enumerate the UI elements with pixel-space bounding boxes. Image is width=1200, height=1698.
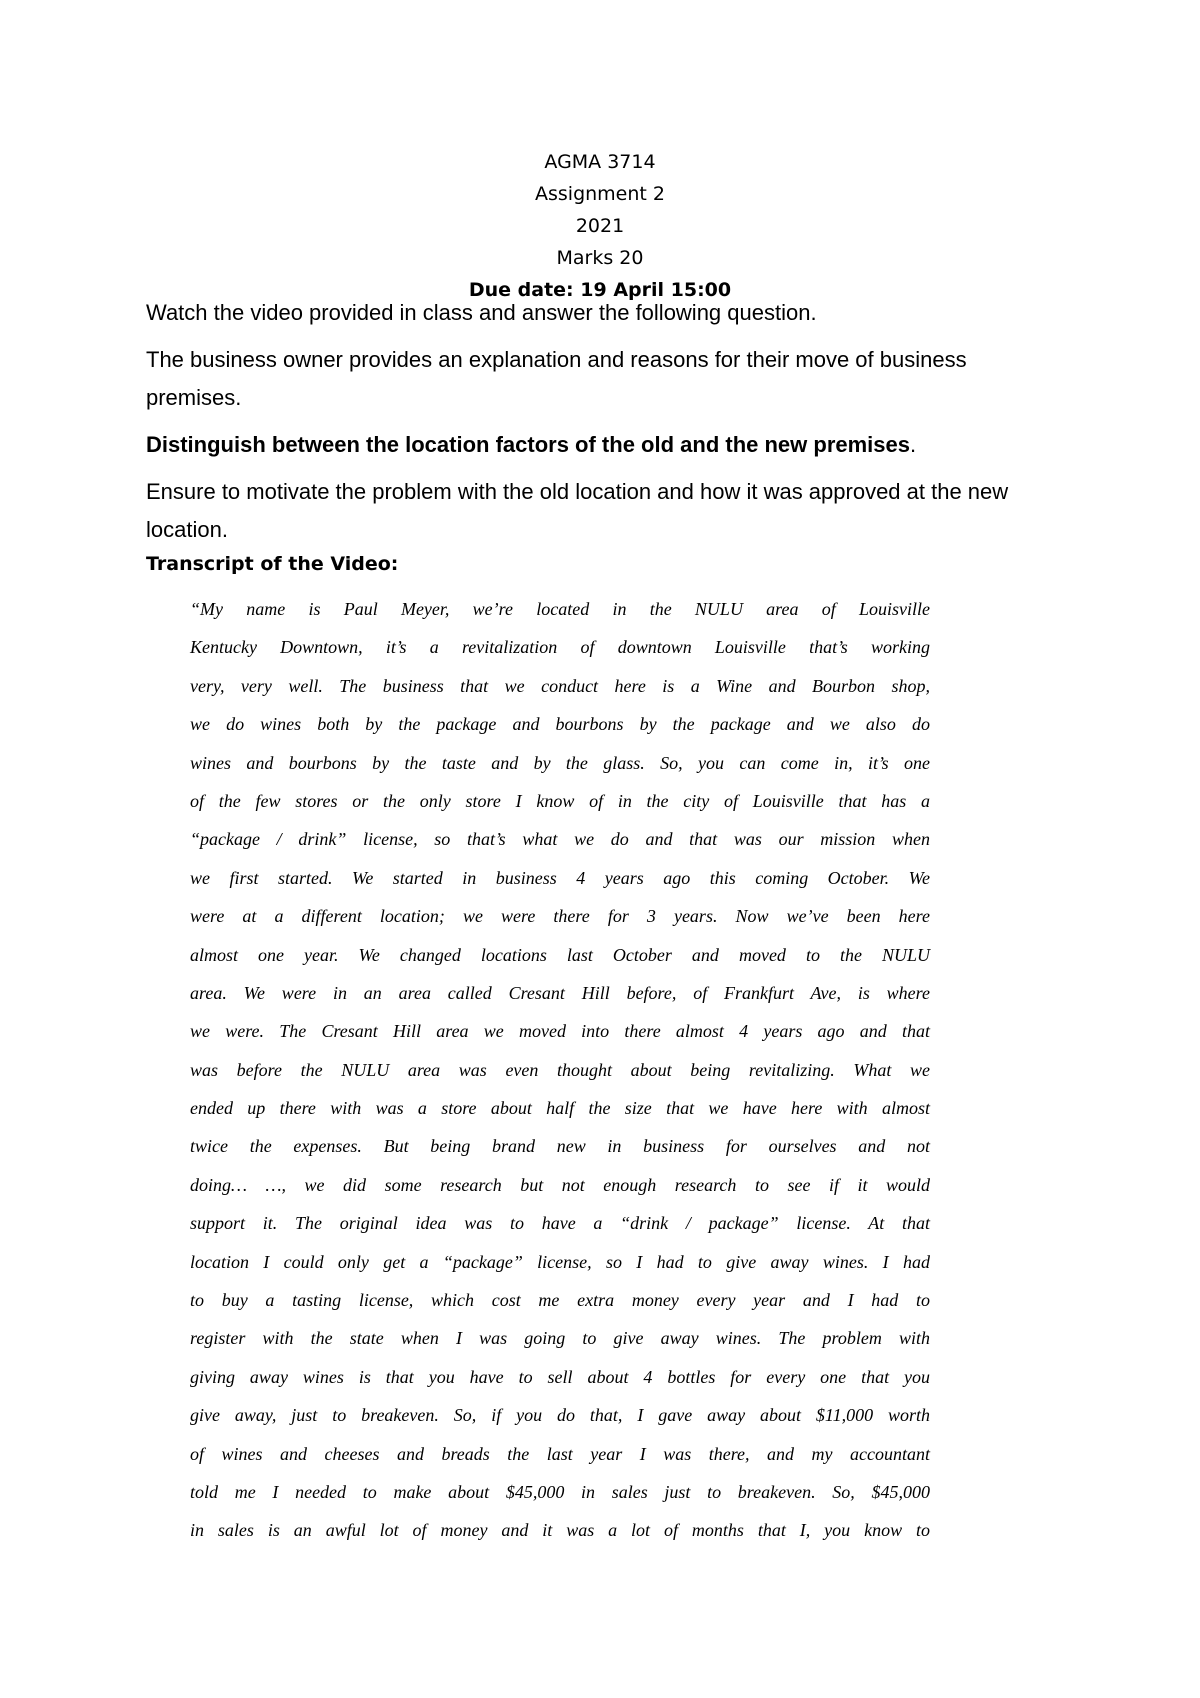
transcript-line: ended up there with was a store about half the size that we have here with almost	[190, 1098, 930, 1119]
transcript-line: of wines and cheeses and breads the last year I was there, and my accountant	[190, 1443, 930, 1464]
instruction-context: The business owner provides an explanation and reasons for their move of business premises.	[146, 347, 967, 410]
transcript-line: wines and bourbons by the taste and by the glass. So, you can come in, it’s one	[190, 752, 930, 773]
transcript-line: Kentucky Downtown, it’s a revitalization of downtown Louisville that’s working	[190, 637, 930, 658]
transcript-heading: Transcript of the Video:	[146, 553, 399, 575]
course-code: AGMA 3714	[544, 151, 656, 173]
transcript-line: we first started. We started in business 4 years ago this coming October. We	[190, 867, 930, 888]
assignment-marks: Marks 20	[556, 247, 644, 269]
instruction-question	[146, 426, 1066, 464]
transcript-line: was before the NULU area was even thought about being revitalizing. What we	[190, 1059, 930, 1080]
assignment-year: 2021	[575, 215, 625, 237]
transcript-line: almost one year. We changed locations last October and moved to the NULU	[190, 944, 930, 965]
transcript-line: of the few stores or the only store I know of in the city of Louisville that has a	[190, 790, 930, 811]
transcript-line: give away, just to breakeven. So, if you do that, I gave away about $11,000 worth	[190, 1405, 930, 1426]
transcript-line: “package / drink” license, so that’s what we do and that was our mission when	[190, 829, 930, 850]
transcript-line: we do wines both by the package and bourbons by the package and we also do	[190, 714, 930, 735]
transcript-line: “My name is Paul Meyer, we’re located in the NULU area of Louisville	[190, 599, 930, 619]
assignment-header	[0, 146, 1200, 306]
transcript-line: doing… …, we did some research but not enough research to see if it would	[190, 1174, 930, 1195]
question-period: .	[910, 432, 917, 457]
transcript-line: support it. The original idea was to have a “drink / package” license. At that	[190, 1213, 930, 1234]
transcript-line: in sales is an awful lot of money and it was a lot of months that I, you know to	[190, 1520, 930, 1541]
question-bold-text: Distinguish between the location factors of the old and the new premises	[146, 432, 910, 457]
transcript-line: to buy a tasting license, which cost me extra money every year and I had to	[190, 1290, 930, 1311]
transcript-line: told me I needed to make about $45,000 in sales just to breakeven. So, $45,000	[190, 1481, 930, 1502]
transcript-line: register with the state when I was going to give away wines. The problem with	[190, 1328, 930, 1349]
instructions	[146, 294, 1066, 558]
assignment-title: Assignment 2	[535, 183, 665, 205]
transcript-line: twice the expenses. But being brand new in business for ourselves and not	[190, 1136, 930, 1157]
transcript-body	[190, 590, 930, 1550]
instruction-watch-video: Watch the video provided in class and answer the following question.	[146, 300, 817, 325]
transcript-line: very, very well. The business that we conduct here is a Wine and Bourbon shop,	[190, 675, 930, 696]
transcript-line: were at a different location; we were there for 3 years. Now we’ve been here	[190, 906, 930, 927]
due-date: Due date: 19 April 15:00	[468, 279, 732, 301]
transcript-line: location I could only get a “package” license, so I had to give away wines. I had	[190, 1251, 930, 1272]
transcript-line: area. We were in an area called Cresant Hill before, of Frankfurt Ave, is where	[190, 982, 930, 1003]
transcript-line: giving away wines is that you have to sell about 4 bottles for every one that you	[190, 1366, 930, 1387]
instruction-motivate: Ensure to motivate the problem with the old location and how it was approved at the new location.	[146, 479, 1009, 542]
transcript-line: we were. The Cresant Hill area we moved into there almost 4 years ago and that	[190, 1021, 930, 1042]
